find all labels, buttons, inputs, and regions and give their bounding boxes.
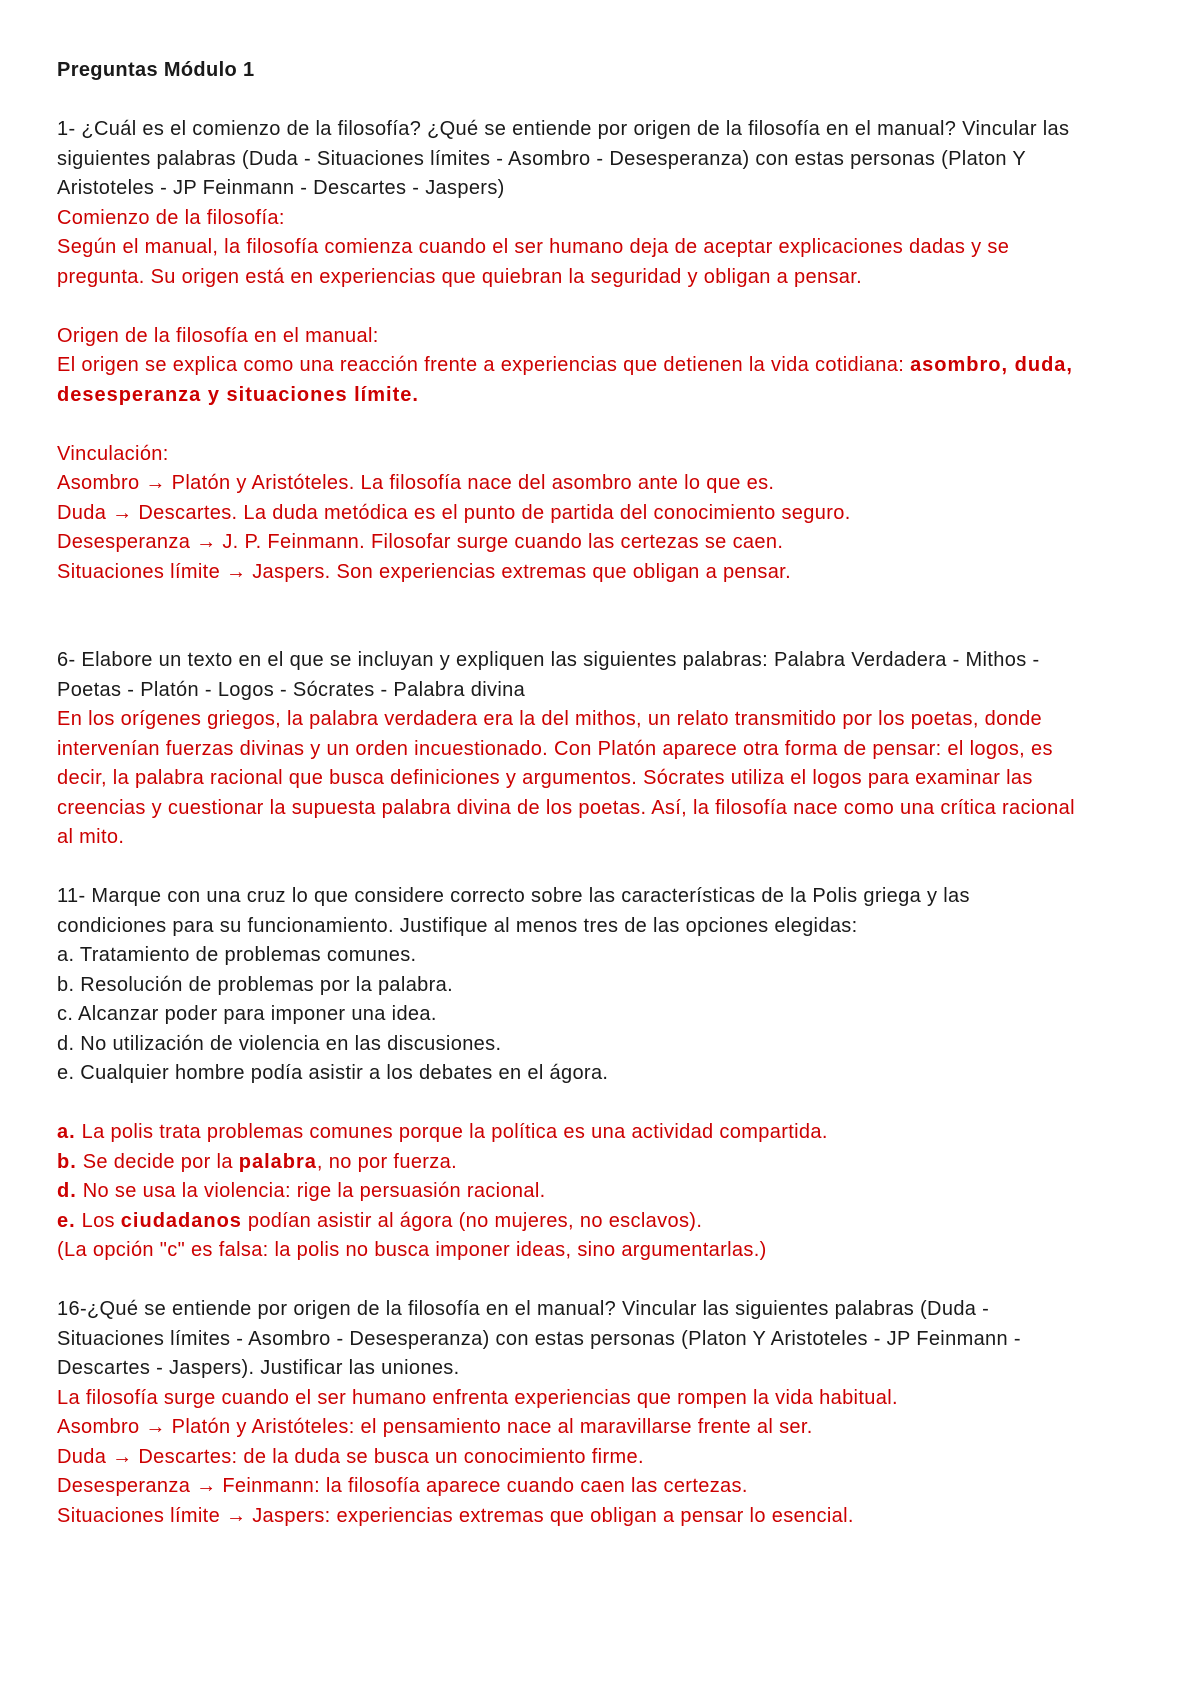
spacer	[57, 1266, 1130, 1296]
answer-keyword: ciudadanos	[120, 1209, 242, 1232]
vinculacion-item: Desesperanza → J. P. Feinmann. Filosofar surge cuando las certezas se caen.	[57, 531, 784, 553]
question-6-answer-line: decir, la palabra racional que busca definiciones y argumentos. Sócrates utiliza el logos para examinar las	[57, 767, 1033, 789]
answer-text: Los	[75, 1209, 121, 1232]
spacer	[57, 410, 1130, 440]
spacer	[57, 1089, 1130, 1119]
spacer	[57, 587, 1130, 646]
question-6	[57, 646, 1130, 853]
answer-d	[57, 1177, 1130, 1207]
question-6-line: Poetas - Platón - Logos - Sócrates - Palabra divina	[57, 678, 526, 701]
question-16-line: Descartes - Jaspers). Justificar las uniones.	[57, 1357, 460, 1379]
question-11-line: condiciones para su funcionamiento. Justifique al menos tres de las opciones elegidas:	[57, 914, 858, 937]
answer-label: d.	[57, 1180, 77, 1202]
vinculacion-heading: Vinculación:	[57, 442, 169, 465]
question-6-answer-line: creencias y cuestionar la supuesta palabra divina de los poetas. Así, la filosofía nace como una crítica racional	[57, 796, 1075, 819]
answer-label: a.	[57, 1121, 76, 1143]
answer-keyword: palabra	[238, 1150, 317, 1173]
vinculacion-item: Duda → Descartes. La duda metódica es el punto de partida del conocimiento seguro.	[57, 501, 851, 524]
question-6-line: 6- Elabore un texto en el que se incluyan y expliquen las siguientes palabras: Palabra Verdadera - Mithos -	[57, 649, 1040, 671]
question-1-line: 1- ¿Cuál es el comienzo de la filosofía? ¿Qué se entiende por origen de la filosofía en el manual? Vincular las	[57, 118, 1070, 140]
question-1-line: siguientes palabras (Duda - Situaciones límites - Asombro - Desesperanza) con estas personas (Platon Y	[57, 147, 1027, 170]
answer-label: b.	[57, 1150, 77, 1173]
option-c: c. Alcanzar poder para imponer una idea.	[57, 1003, 437, 1025]
question-16-answer-line: Asombro → Platón y Aristóteles: el pensamiento nace al maravillarse frente al ser.	[57, 1416, 813, 1438]
answer-note: (La opción "c" es falsa: la polis no busca imponer ideas, sino argumentarlas.)	[57, 1239, 767, 1261]
answer-text: podían asistir al ágora (no mujeres, no esclavos).	[241, 1209, 703, 1232]
answer-text: No se usa la violencia: rige la persuasión racional.	[76, 1180, 546, 1202]
answer-text: La polis trata problemas comunes porque la política es una actividad compartida.	[75, 1121, 828, 1143]
origen-heading: Origen de la filosofía en el manual:	[57, 324, 379, 347]
spacer	[57, 86, 1130, 116]
option-d: d. No utilización de violencia en las discusiones.	[57, 1032, 502, 1055]
answer-a	[57, 1118, 1130, 1148]
question-11	[57, 882, 1130, 1266]
origen-keywords: asombro, duda,	[910, 354, 1073, 376]
answer-text: , no por fuerza.	[316, 1150, 458, 1173]
question-16-line: 16-¿Qué se entiende por origen de la filosofía en el manual? Vincular las siguientes palabras (Duda -	[57, 1298, 990, 1320]
origen-answer-line	[57, 351, 1130, 381]
option-b: b. Resolución de problemas por la palabra.	[57, 973, 454, 996]
question-16-answer-line: Duda → Descartes: de la duda se busca un conocimiento firme.	[57, 1445, 644, 1468]
origen-keywords-continued: desesperanza y situaciones límite.	[57, 383, 419, 406]
question-16-answer-line: La filosofía surge cuando el ser humano enfrenta experiencias que rompen la vida habitual.	[57, 1386, 898, 1409]
question-16-line: Situaciones límites - Asombro - Desesperanza) con estas personas (Platon Y Aristoteles - JP Feinmann -	[57, 1327, 1021, 1350]
spacer	[57, 292, 1130, 322]
comienzo-answer-line: Según el manual, la filosofía comienza cuando el ser humano deja de aceptar explicaciones dadas y se	[57, 236, 1010, 258]
page-title: Preguntas Módulo 1	[57, 59, 255, 81]
question-6-answer-line: En los orígenes griegos, la palabra verdadera era la del mithos, un relato transmitido por los poetas, donde	[57, 708, 1043, 730]
answer-e	[57, 1207, 1130, 1237]
comienzo-answer-line: pregunta. Su origen está en experiencias que quiebran la seguridad y obligan a pensar.	[57, 265, 863, 288]
question-1-line: Aristoteles - JP Feinmann - Descartes - Jaspers)	[57, 177, 505, 199]
comienzo-heading: Comienzo de la filosofía:	[57, 206, 285, 229]
question-11-line: 11- Marque con una cruz lo que considere correcto sobre las características de la Polis griega y las	[57, 885, 970, 907]
question-16	[57, 1295, 1130, 1531]
question-16-answer-line: Desesperanza → Feinmann: la filosofía aparece cuando caen las certezas.	[57, 1475, 748, 1497]
option-e: e. Cualquier hombre podía asistir a los debates en el ágora.	[57, 1062, 609, 1084]
option-a: a. Tratamiento de problemas comunes.	[57, 944, 417, 966]
question-16-answer-line: Situaciones límite → Jaspers: experiencias extremas que obligan a pensar lo esencial.	[57, 1504, 854, 1527]
origen-answer-text: El origen se explica como una reacción frente a experiencias que detienen la vida cotidiana:	[57, 354, 911, 376]
vinculacion-item: Situaciones límite → Jaspers. Son experiencias extremas que obligan a pensar.	[57, 560, 792, 583]
spacer	[57, 853, 1130, 883]
vinculacion-item: Asombro → Platón y Aristóteles. La filosofía nace del asombro ante lo que es.	[57, 472, 775, 494]
answer-text: Se decide por la	[76, 1150, 239, 1173]
answer-label: e.	[57, 1209, 76, 1232]
question-6-answer-line: intervenían fuerzas divinas y un orden incuestionado. Con Platón aparece otra forma de pensar: el logos, es	[57, 737, 1053, 760]
question-6-answer-line: al mito.	[57, 826, 125, 848]
answer-b	[57, 1148, 1130, 1178]
question-1	[57, 115, 1130, 587]
